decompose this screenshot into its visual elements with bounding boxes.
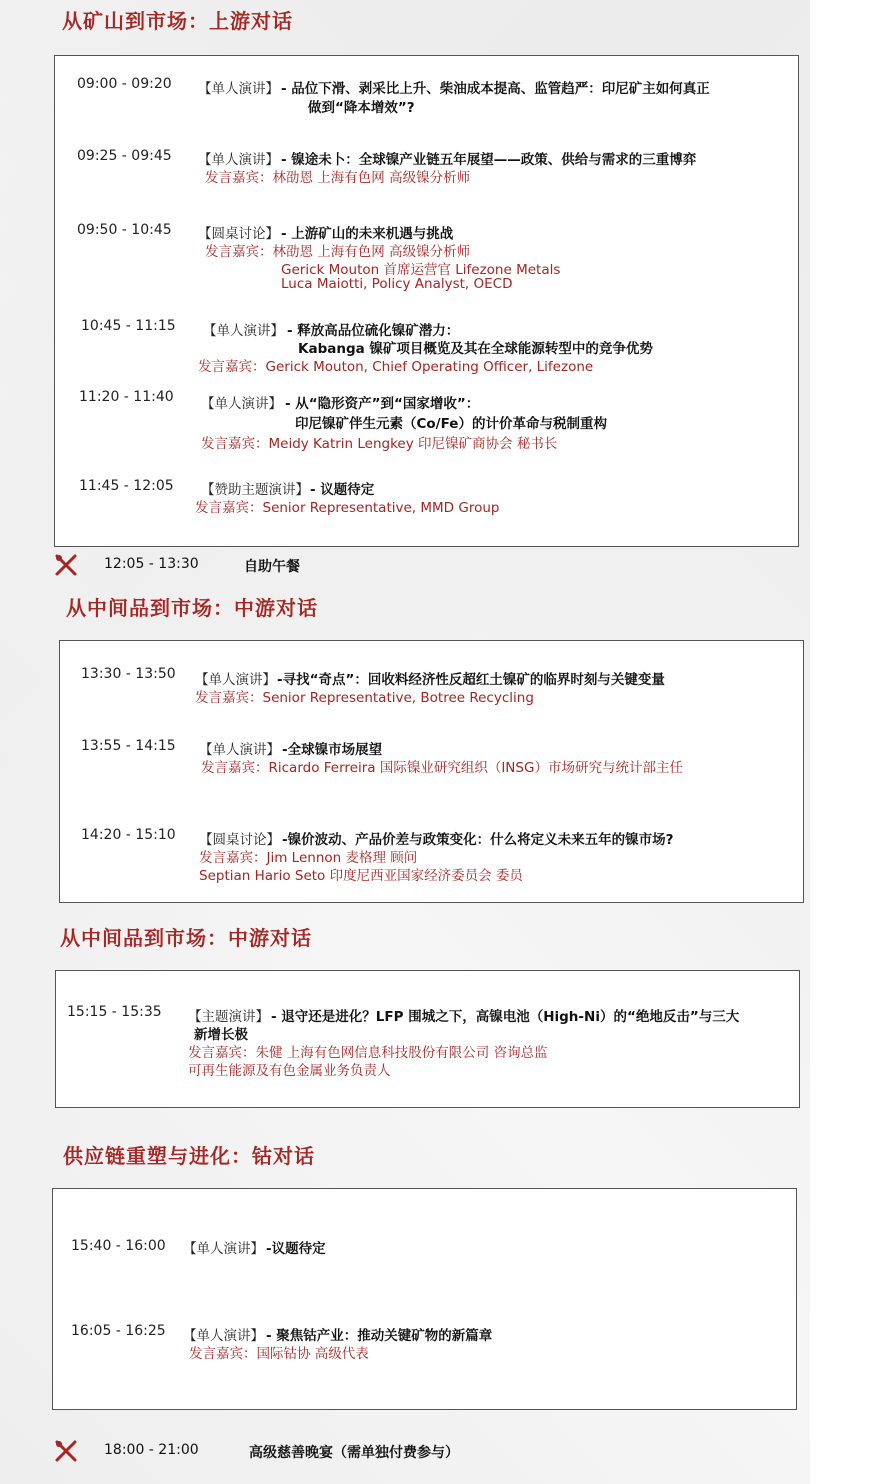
speaker-line: 发言嘉宾：Jim Lennon 麦格理 顾问 bbox=[199, 850, 418, 866]
session-tag: 【单人演讲】 bbox=[183, 1241, 264, 1257]
session-tag: 【赞助主题演讲】 bbox=[201, 482, 309, 498]
session-tag: 【圆桌讨论】 bbox=[198, 226, 279, 242]
section-title-upstream: 从矿山到市场：上游对话 bbox=[62, 9, 293, 33]
break-label: 自助午餐 bbox=[244, 559, 300, 575]
speaker-line: Gerick Mouton 首席运营官 Lifezone Metals bbox=[281, 262, 561, 278]
session-tag: 【单人演讲】 bbox=[203, 323, 284, 339]
speaker-line: 发言嘉宾：朱健 上海有色网信息科技股份有限公司 咨询总监 bbox=[188, 1045, 548, 1061]
session-title-line: - 上游矿山的未来机遇与挑战 bbox=[281, 226, 454, 242]
break-row-dinner bbox=[54, 1442, 534, 1464]
speaker-line: Septian Hario Seto 印度尼西亚国家经济委员会 委员 bbox=[199, 868, 523, 884]
session-tag: 【单人演讲】 bbox=[201, 396, 282, 412]
session-time: 14:20 - 15:10 bbox=[81, 827, 176, 843]
session-title-line: Kabanga 镍矿项目概览及其在全球能源转型中的竞争优势 bbox=[298, 341, 653, 357]
session-title-line: - 退守还是进化？LFP 围城之下，高镍电池（High-Ni）的“绝地反击”与三大 bbox=[271, 1009, 740, 1025]
session-time: 13:30 - 13:50 bbox=[81, 666, 176, 682]
session-tag: 【单人演讲】 bbox=[195, 672, 276, 688]
session-time: 16:05 - 16:25 bbox=[71, 1323, 166, 1339]
session-title-line: - 聚焦钴产业：推动关键矿物的新篇章 bbox=[266, 1328, 493, 1344]
section-title-midstream: 从中间品到市场：中游对话 bbox=[66, 596, 318, 620]
session-box-cobalt bbox=[52, 1188, 797, 1410]
session-title-line: - 议题待定 bbox=[310, 482, 375, 498]
session-box-upstream bbox=[54, 55, 799, 547]
session-title-line: -镍价波动、产品价差与政策变化：什么将定义未来五年的镍市场? bbox=[282, 832, 674, 848]
session-tag: 【圆桌讨论】 bbox=[199, 832, 280, 848]
session-title-line: - 镍途未卜：全球镍产业链五年展望——政策、供给与需求的三重博弈 bbox=[281, 152, 697, 168]
session-title-line: -寻找“奇点”：回收料经济性反超红土镍矿的临界时刻与关键变量 bbox=[277, 672, 665, 688]
session-time: 15:15 - 15:35 bbox=[67, 1004, 162, 1020]
session-title-line: 做到“降本增效”? bbox=[308, 100, 415, 116]
speaker-line: Luca Maiotti, Policy Analyst, OECD bbox=[281, 276, 513, 292]
session-tag: 【单人演讲】 bbox=[183, 1328, 264, 1344]
break-label: 高级慈善晚宴（需单独付费参与） bbox=[249, 1445, 459, 1461]
session-tag: 【单人演讲】 bbox=[199, 742, 280, 758]
session-title-line: 新增长极 bbox=[194, 1027, 248, 1043]
session-title-line: - 品位下滑、剥采比上升、柴油成本提高、监管趋严：印尼矿主如何真正 bbox=[281, 81, 710, 97]
speaker-line: 发言嘉宾：Senior Representative, Botree Recycling bbox=[195, 690, 534, 706]
session-time: 11:20 - 11:40 bbox=[79, 389, 174, 405]
break-row-lunch bbox=[54, 556, 374, 578]
speaker-line: 发言嘉宾：国际钴协 高级代表 bbox=[189, 1346, 369, 1362]
speaker-line: 可再生能源及有色金属业务负责人 bbox=[188, 1063, 391, 1079]
session-time: 09:00 - 09:20 bbox=[77, 76, 172, 92]
session-tag: 【单人演讲】 bbox=[198, 152, 279, 168]
speaker-line: 发言嘉宾：Gerick Mouton, Chief Operating Officer, Lifezone bbox=[198, 359, 594, 375]
speaker-line: 发言嘉宾：林劭恩 上海有色网 高级镍分析师 bbox=[205, 244, 471, 260]
session-time: 15:40 - 16:00 bbox=[71, 1238, 166, 1254]
session-title-line: - 释放高品位硫化镍矿潜力： bbox=[287, 323, 460, 339]
session-tag: 【主题演讲】 bbox=[188, 1009, 269, 1025]
session-time: 09:25 - 09:45 bbox=[77, 148, 172, 164]
session-time: 10:45 - 11:15 bbox=[81, 318, 176, 334]
session-title-line: -全球镍市场展望 bbox=[282, 742, 383, 758]
session-time: 09:50 - 10:45 bbox=[77, 222, 172, 238]
session-title-line: 印尼镍矿伴生元素（Co/Fe）的计价革命与税制重构 bbox=[295, 416, 607, 432]
speaker-line: 发言嘉宾：Meidy Katrin Lengkey 印尼镍矿商协会 秘书长 bbox=[201, 436, 558, 452]
session-time: 13:55 - 14:15 bbox=[81, 738, 176, 754]
session-tag: 【单人演讲】 bbox=[198, 81, 279, 97]
session-title-line: - 从“隐形资产”到“国家增收”： bbox=[285, 396, 480, 412]
break-time: 12:05 - 13:30 bbox=[104, 556, 199, 572]
speaker-line: 发言嘉宾：林劭恩 上海有色网 高级镍分析师 bbox=[205, 170, 471, 186]
session-title-line: -议题待定 bbox=[266, 1241, 326, 1257]
speaker-line: 发言嘉宾：Senior Representative, MMD Group bbox=[195, 500, 500, 516]
session-time: 11:45 - 12:05 bbox=[79, 478, 174, 494]
session-box-midstream-2 bbox=[55, 970, 800, 1108]
fork-knife-icon bbox=[54, 554, 78, 576]
section-title-midstream-2: 从中间品到市场：中游对话 bbox=[60, 926, 312, 950]
fork-knife-icon bbox=[54, 1440, 78, 1462]
speaker-line: 发言嘉宾：Ricardo Ferreira 国际镍业研究组织（INSG）市场研究与统计部主任 bbox=[201, 760, 683, 776]
session-box-midstream bbox=[59, 640, 804, 903]
section-title-cobalt: 供应链重塑与进化：钴对话 bbox=[63, 1144, 315, 1168]
break-time: 18:00 - 21:00 bbox=[104, 1442, 199, 1458]
